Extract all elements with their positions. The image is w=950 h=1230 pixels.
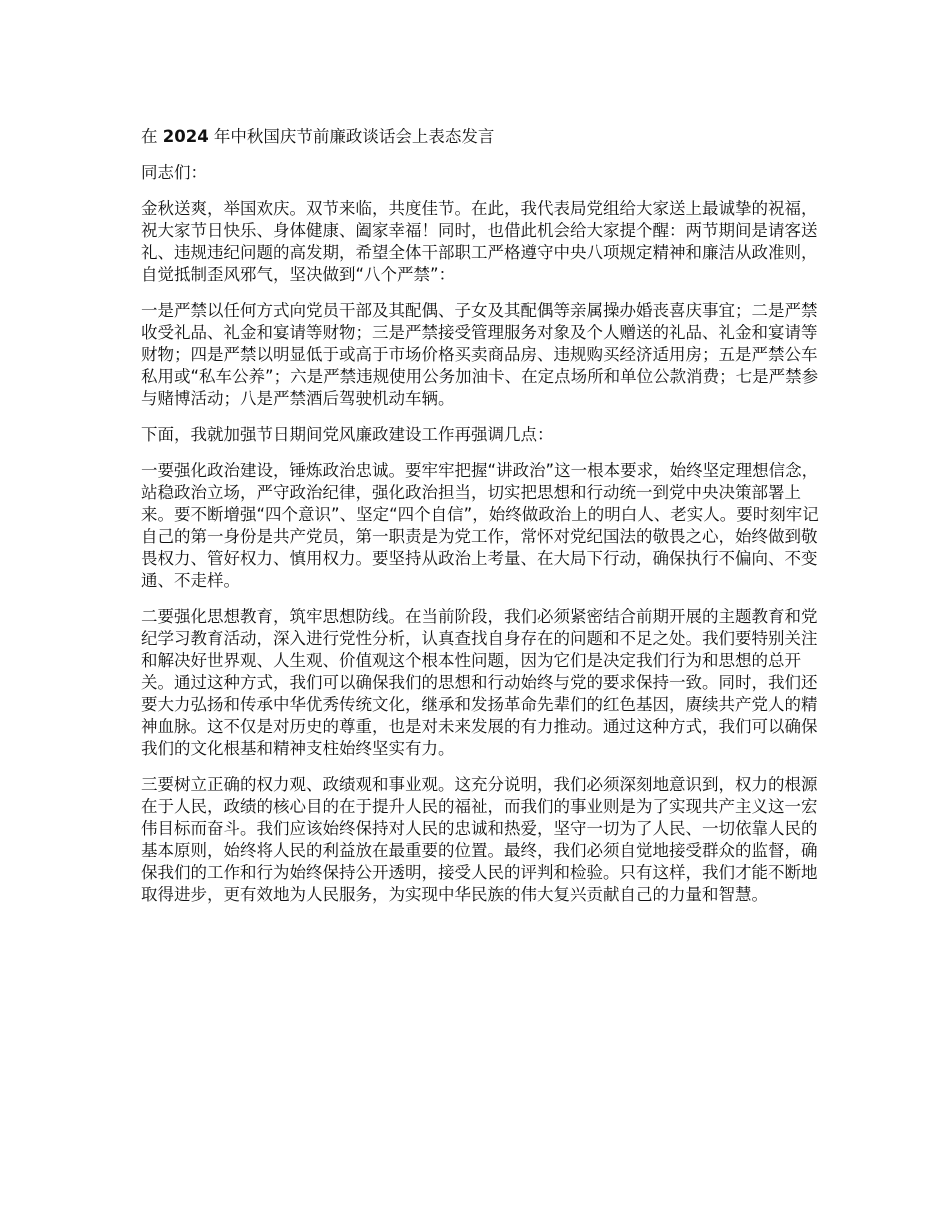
paragraph-point-three: 三要树立正确的权力观、政绩观和事业观。这充分说明，我们必须深刻地意识到，权力的根源在于人民，政绩的核心目的在于提升人民的福祉，而我们的事业则是为了实现共产主义这一宏伟目标而奋斗。我们应该始终保持对人民的忠诚和热爱，坚守一切为了人民、一切依靠人民的基本原则，始终将人民的利益放在最重要的位置。最终，我们必须自觉地接受群众的监督，确保我们的工作和行为始终保持公开透明，接受人民的评判和检验。只有这样，我们才能不断地取得进步，更有效地为人民服务，为实现中华民族的伟大复兴贡献自己的力量和智慧。 (141, 775, 818, 904)
greeting: 同志们： (141, 163, 207, 182)
title-year: 2024 (162, 127, 209, 146)
document-title (141, 126, 831, 148)
paragraph-intro: 金秋送爽，举国欢庆。双节来临，共度佳节。在此，我代表局党组给大家送上最诚挚的祝福，祝大家节日快乐、身体健康、阖家幸福！同时，也借此机会给大家提个醒：两节期间是请客送礼、违规违纪问题的高发期，希望全体干部职工严格遵守中央八项规定精神和廉洁从政准则，自觉抵制歪风邪气，坚决做到“八个严禁”： (141, 199, 818, 284)
title-prefix: 在 (141, 127, 163, 146)
paragraph-point-two: 二要强化思想教育，筑牢思想防线。在当前阶段，我们必须紧密结合前期开展的主题教育和党纪学习教育活动，深入进行党性分析，认真查找自身存在的问题和不足之处。我们要特别关注和解决好世界观、人生观、价值观这个根本性问题，因为它们是决定我们行为和思想的总开关。通过这种方式，我们可以确保我们的思想和行动始终与党的要求保持一致。同时，我们还要大力弘扬和传承中华优秀传统文化，继承和发扬革命先辈们的红色基因，赓续共产党人的精神血脉。这不仅是对历史的尊重，也是对未来发展的有力推动。通过这种方式，我们可以确保我们的文化根基和精神支柱始终坚实有力。 (141, 607, 818, 758)
paragraph-transition: 下面，我就加强节日期间党风廉政建设工作再强调几点： (141, 425, 554, 444)
title-suffix: 年中秋国庆节前廉政谈话会上表态发言 (208, 127, 495, 146)
paragraph-eight-prohibitions: 一是严禁以任何方式向党员干部及其配偶、子女及其配偶等亲属操办婚丧喜庆事宜；二是严禁收受礼品、礼金和宴请等财物；三是严禁接受管理服务对象及个人赠送的礼品、礼金和宴请等财物；四是严禁以明显低于或高于市场价格买卖商品房、违规购买经济适用房；五是严禁公车私用或“私车公养”；六是严禁违规使用公务加油卡、在定点场所和单位公款消费；七是严禁参与赌博活动；八是严禁酒后驾驶机动车辆。 (141, 301, 819, 408)
paragraph-point-one: 一要强化政治建设，锤炼政治忠诚。要牢牢把握“讲政治”这一根本要求，始终坚定理想信念，站稳政治立场，严守政治纪律，强化政治担当，切实把思想和行动统一到党中央决策部署上来。要不断增强“四个意识”、坚定“四个自信”，始终做政治上的明白人、老实人。要时刻牢记自己的第一身份是共产党员，第一职责是为党工作，常怀对党纪国法的敬畏之心，始终做到敬畏权力、管好权力、慎用权力。要坚持从政治上考量、在大局下行动，确保执行不偏向、不变通、不走样。 (141, 461, 819, 590)
document-page (141, 126, 831, 920)
